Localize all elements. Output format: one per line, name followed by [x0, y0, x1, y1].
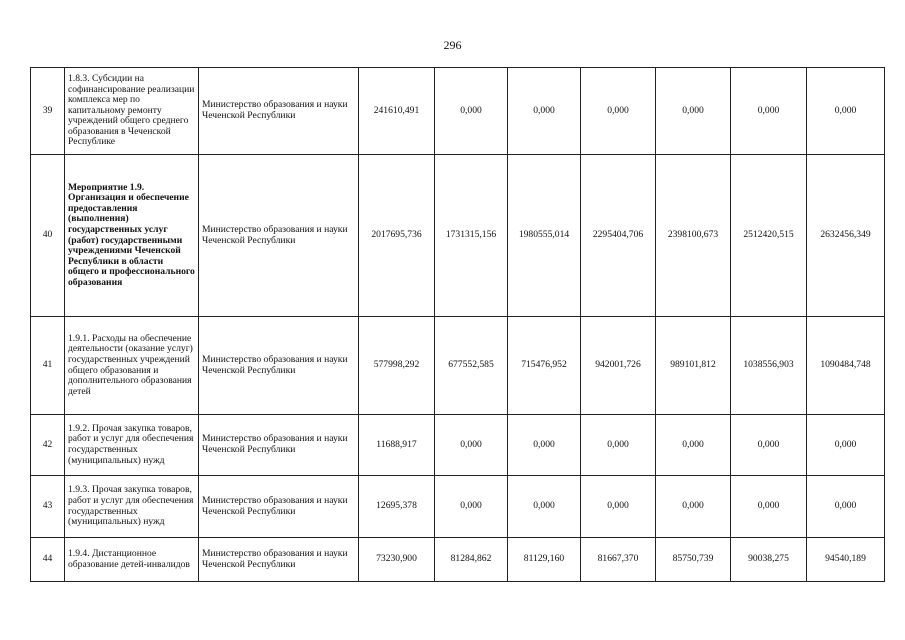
- executor: Министерство образования и науки Чеченской Республики: [199, 155, 359, 317]
- amount-cell: 0,000: [731, 476, 807, 538]
- executor: Министерство образования и науки Чеченской Республики: [199, 68, 359, 155]
- amount-cell: 81667,370: [581, 538, 656, 582]
- amount-cell: 0,000: [581, 415, 656, 476]
- amount-cell: 2512420,515: [731, 155, 807, 317]
- amount-cell: 0,000: [435, 68, 508, 155]
- measure-name: 1.9.2. Прочая закупка товаров, работ и услуг для обеспечения государственных (муниципальных) нужд: [65, 415, 199, 476]
- amount-cell: 2632456,349: [807, 155, 885, 317]
- amount-cell: 73230,900: [359, 538, 435, 582]
- amount-cell: 12695,378: [359, 476, 435, 538]
- amount-cell: 0,000: [656, 476, 731, 538]
- table-row: [31, 415, 885, 476]
- amount-cell: 94540,189: [807, 538, 885, 582]
- table-row: [31, 538, 885, 582]
- amount-cell: 0,000: [807, 68, 885, 155]
- amount-cell: 241610,491: [359, 68, 435, 155]
- measure-name: 1.9.4. Дистанционное образование детей-инвалидов: [65, 538, 199, 582]
- amount-cell: 11688,917: [359, 415, 435, 476]
- amount-cell: 85750,739: [656, 538, 731, 582]
- amount-cell: 942001,726: [581, 317, 656, 415]
- budget-table: [30, 67, 885, 582]
- amount-cell: 2017695,736: [359, 155, 435, 317]
- amount-cell: 0,000: [807, 415, 885, 476]
- amount-cell: 2295404,706: [581, 155, 656, 317]
- amount-cell: 0,000: [508, 415, 581, 476]
- amount-cell: 0,000: [435, 415, 508, 476]
- amount-cell: 2398100,673: [656, 155, 731, 317]
- measure-name: 1.9.3. Прочая закупка товаров, работ и услуг для обеспечения государственных (муниципальных) нужд: [65, 476, 199, 538]
- row-number: 44: [31, 538, 65, 582]
- measure-name: Мероприятие 1.9. Организация и обеспечение предоставления (выполнения) государственных услуг (работ) государственными учреждениями Чеченской Республики в области общего и профессионального образования: [65, 155, 199, 317]
- row-number: 41: [31, 317, 65, 415]
- amount-cell: 0,000: [656, 415, 731, 476]
- executor: Министерство образования и науки Чеченской Республики: [199, 317, 359, 415]
- amount-cell: 1038556,903: [731, 317, 807, 415]
- amount-cell: 0,000: [807, 476, 885, 538]
- row-number: 43: [31, 476, 65, 538]
- amount-cell: 0,000: [731, 415, 807, 476]
- amount-cell: 0,000: [581, 68, 656, 155]
- table-row: [31, 476, 885, 538]
- table-body: [31, 68, 885, 582]
- row-number: 40: [31, 155, 65, 317]
- amount-cell: 1980555,014: [508, 155, 581, 317]
- amount-cell: 0,000: [581, 476, 656, 538]
- amount-cell: 81284,862: [435, 538, 508, 582]
- amount-cell: 90038,275: [731, 538, 807, 582]
- row-number: 42: [31, 415, 65, 476]
- amount-cell: 81129,160: [508, 538, 581, 582]
- executor: Министерство образования и науки Чеченской Республики: [199, 476, 359, 538]
- executor: Министерство образования и науки Чеченской Республики: [199, 415, 359, 476]
- table-row: [31, 317, 885, 415]
- amount-cell: 1090484,748: [807, 317, 885, 415]
- amount-cell: 1731315,156: [435, 155, 508, 317]
- amount-cell: 0,000: [731, 68, 807, 155]
- table-row: [31, 68, 885, 155]
- measure-name: 1.8.3. Субсидии на софинансирование реализации комплекса мер по капитальному ремонту учреждений общего среднего образования в Чеченской Республике: [65, 68, 199, 155]
- amount-cell: 0,000: [656, 68, 731, 155]
- amount-cell: 0,000: [435, 476, 508, 538]
- amount-cell: 677552,585: [435, 317, 508, 415]
- amount-cell: 989101,812: [656, 317, 731, 415]
- amount-cell: 0,000: [508, 68, 581, 155]
- measure-name: 1.9.1. Расходы на обеспечение деятельности (оказание услуг) государственных учреждений общего образования и дополнительного образования детей: [65, 317, 199, 415]
- table-row: [31, 155, 885, 317]
- amount-cell: 0,000: [508, 476, 581, 538]
- amount-cell: 715476,952: [508, 317, 581, 415]
- page-number: 296: [443, 38, 462, 52]
- executor: Министерство образования и науки Чеченской Республики: [199, 538, 359, 582]
- amount-cell: 577998,292: [359, 317, 435, 415]
- row-number: 39: [31, 68, 65, 155]
